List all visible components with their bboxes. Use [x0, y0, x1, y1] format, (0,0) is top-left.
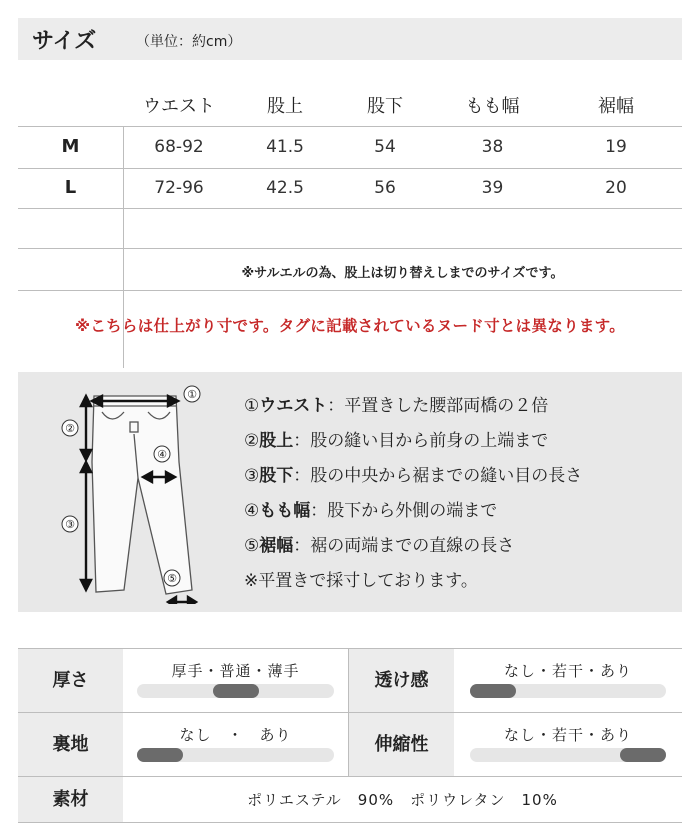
marker: ②: [65, 422, 75, 435]
divider: [18, 822, 682, 823]
size-label: L: [64, 177, 77, 198]
section-title: サイズ: [32, 29, 97, 54]
table-cell: 56: [374, 178, 396, 198]
table-note: ※サルエルの為、股上は切り替えしまでのサイズです。: [241, 266, 564, 281]
warning-note: ※こちらは仕上がり寸です。タグに記載されているヌード寸とは異なります。: [74, 317, 626, 335]
table-cell: 38: [481, 137, 504, 157]
lining-bar: [137, 748, 334, 762]
guide-item: ①ウエスト：平置きした腰部両橋の２倍: [244, 396, 549, 416]
guide-item: ④もも幅：股下から外側の端まで: [244, 501, 498, 521]
pants-diagram-icon: [46, 382, 206, 604]
table-row-empty: [18, 208, 682, 248]
column-header: 裾幅: [598, 96, 634, 117]
table-cell: 72-96: [154, 178, 204, 198]
level-fill: [470, 684, 516, 698]
attr-label: 伸縮性: [349, 713, 454, 776]
guide-item: ③股下：股の中央から裾までの縫い目の長さ: [244, 466, 583, 486]
table-cell: 68-92: [154, 137, 204, 157]
table-cell: 20: [605, 178, 627, 198]
guide-item: ②股上：股の縫い目から前身の上端まで: [244, 431, 549, 451]
measurement-guide: [18, 372, 682, 612]
attr-options: なし・若干・あり: [503, 662, 632, 680]
attr-label: 素材: [18, 777, 123, 822]
material-value: ポリエステル 90% ポリウレタン 10%: [247, 791, 558, 809]
guide-item: ⑤裾幅：裾の両端までの直線の長さ: [244, 536, 515, 556]
table-row: [18, 126, 682, 168]
column-header: ウエスト: [143, 96, 215, 117]
attribute-table: [18, 648, 682, 828]
thickness-bar: [137, 684, 334, 698]
attr-label: 厚さ: [18, 649, 123, 712]
section-header: [18, 18, 682, 60]
table-rule: [18, 248, 682, 249]
attr-options: なし ・ あり: [179, 726, 292, 744]
column-header: 股上: [267, 96, 303, 117]
marker: ③: [65, 518, 75, 531]
attr-options: 厚手・普通・薄手: [171, 662, 300, 680]
table-row: [18, 168, 682, 208]
table-cell: 19: [605, 137, 627, 157]
size-table: [18, 76, 682, 292]
unit-label: （単位：約cm）: [136, 34, 242, 50]
attr-label: 透け感: [349, 649, 454, 712]
level-fill: [137, 748, 183, 762]
guide-footnote: ※平置きで採寸しております。: [244, 571, 478, 591]
table-cell: 41.5: [266, 137, 304, 157]
attr-label: 裏地: [18, 713, 123, 776]
level-fill: [213, 684, 259, 698]
size-label: M: [61, 136, 80, 157]
table-cell: 54: [374, 137, 396, 157]
column-header: 股下: [367, 96, 403, 117]
level-fill: [620, 748, 666, 762]
guide-list: [244, 392, 582, 602]
stretch-bar: [470, 748, 666, 762]
marker: ①: [187, 388, 197, 401]
marker: ④: [157, 448, 167, 461]
attr-options: なし・若干・あり: [503, 726, 632, 744]
column-header: もも幅: [465, 96, 520, 117]
table-rule: [18, 290, 682, 291]
marker: ⑤: [167, 572, 177, 585]
table-cell: 42.5: [266, 178, 304, 198]
table-cell: 39: [481, 178, 504, 198]
sheerness-bar: [470, 684, 666, 698]
